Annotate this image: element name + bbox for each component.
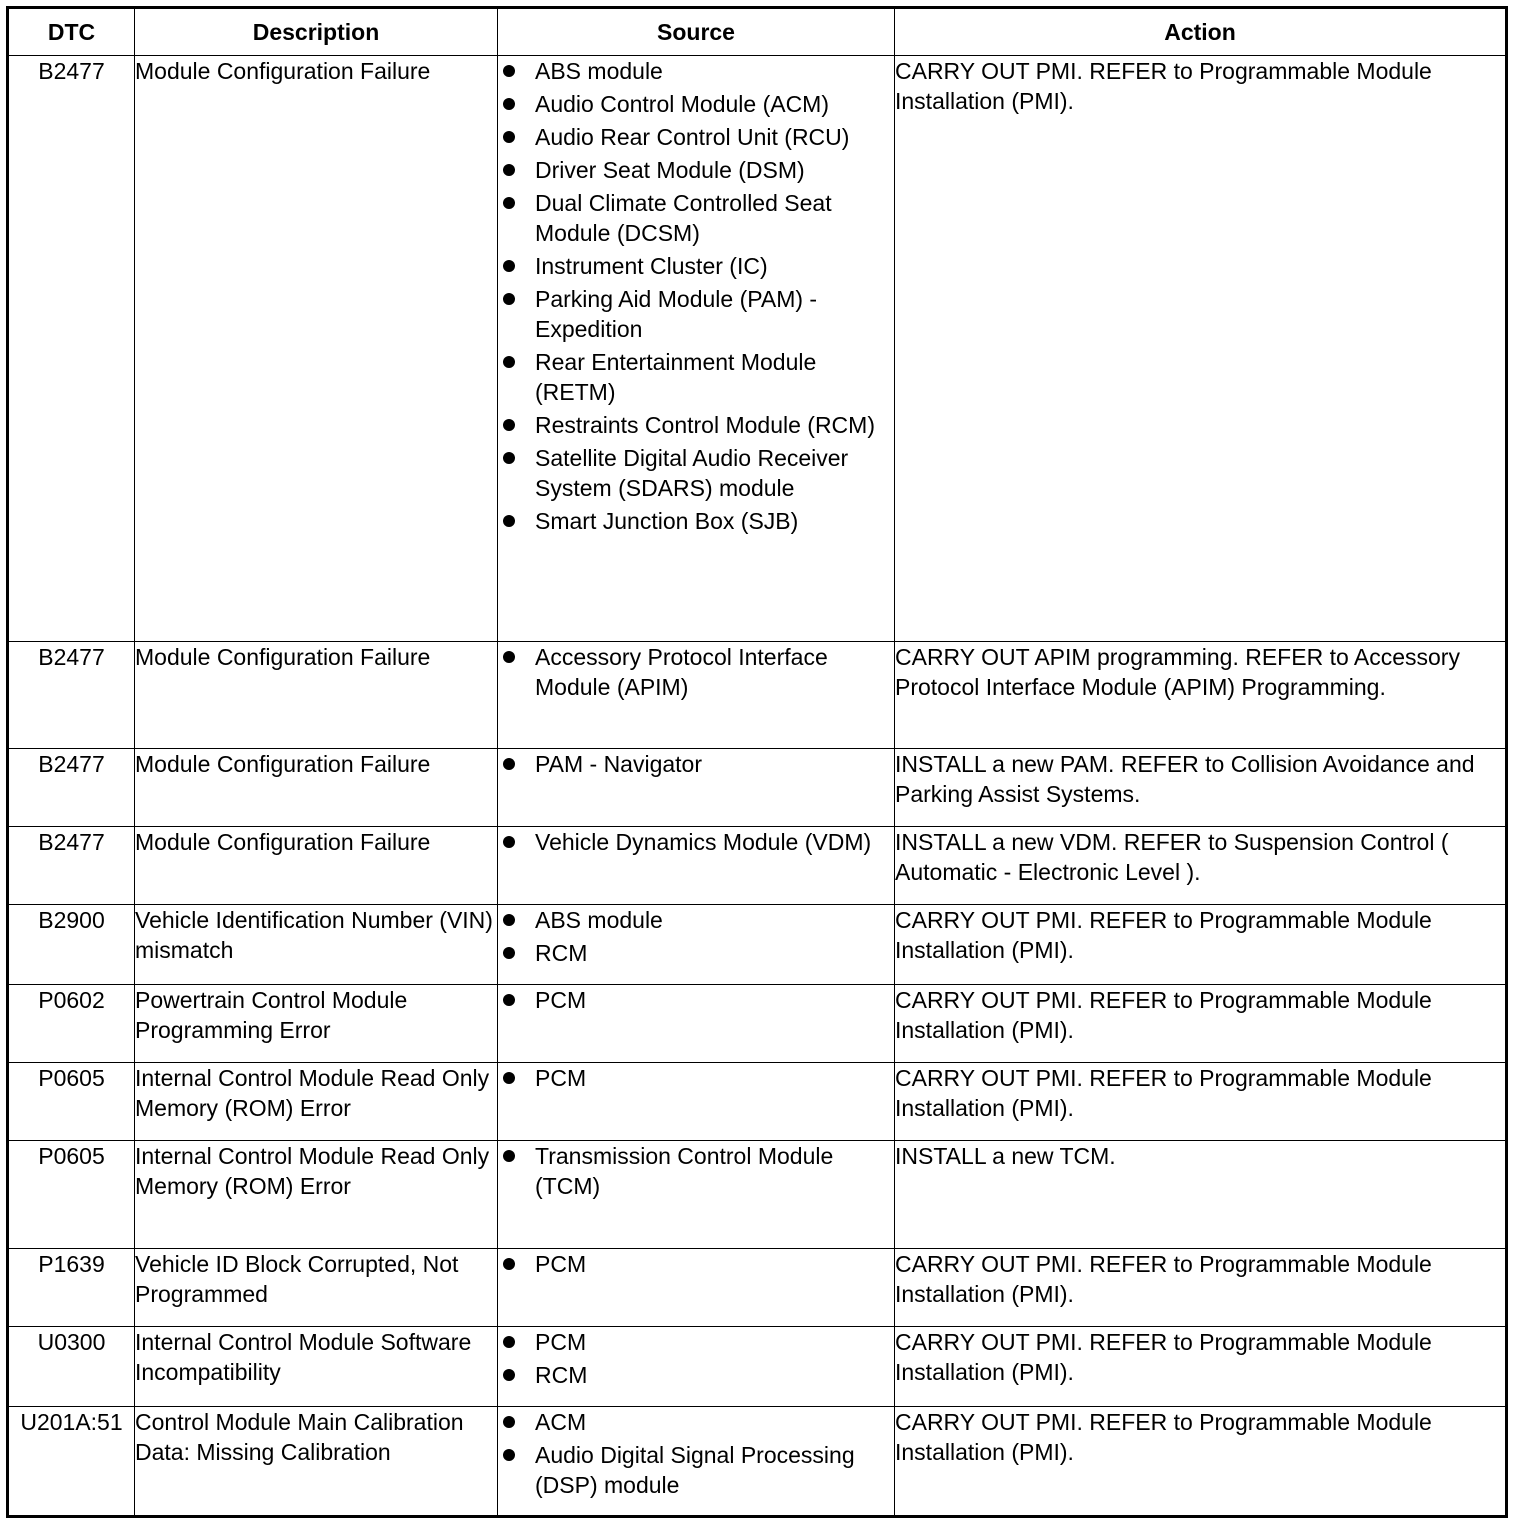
action-text: CARRY OUT PMI. REFER to Programmable Module Installation (PMI). [895, 1327, 1507, 1407]
header-source: Source [498, 8, 895, 56]
source-cell [498, 985, 895, 1063]
dtc-description: Module Configuration Failure [135, 56, 498, 642]
dtc-description: Module Configuration Failure [135, 827, 498, 905]
source-list [498, 56, 894, 536]
source-cell [498, 827, 895, 905]
header-description: Description [135, 8, 498, 56]
dtc-description: Powertrain Control Module Programming Error [135, 985, 498, 1063]
header-row [8, 8, 1507, 56]
source-cell [498, 1063, 895, 1141]
action-text: CARRY OUT PMI. REFER to Programmable Module Installation (PMI). [895, 1407, 1507, 1517]
dtc-code: U201A:51 [8, 1407, 135, 1517]
action-text: CARRY OUT PMI. REFER to Programmable Module Installation (PMI). [895, 985, 1507, 1063]
source-cell [498, 1141, 895, 1249]
table-row [8, 905, 1507, 985]
dtc-description: Module Configuration Failure [135, 642, 498, 749]
source-item: PCM [498, 985, 894, 1015]
source-item: PCM [498, 1249, 894, 1279]
source-item: Accessory Protocol Interface Module (APIM) [498, 642, 894, 702]
table-row [8, 642, 1507, 749]
source-item: Audio Digital Signal Processing (DSP) module [498, 1440, 894, 1500]
dtc-description: Control Module Main Calibration Data: Missing Calibration [135, 1407, 498, 1517]
source-item: PCM [498, 1063, 894, 1093]
action-text: INSTALL a new TCM. [895, 1141, 1507, 1249]
dtc-table [6, 6, 1508, 1518]
table-body [8, 56, 1507, 1517]
source-item: Satellite Digital Audio Receiver System (SDARS) module [498, 443, 894, 503]
header-action: Action [895, 8, 1507, 56]
source-list [498, 642, 894, 702]
dtc-code: P0605 [8, 1141, 135, 1249]
source-item: RCM [498, 938, 894, 968]
source-item: ACM [498, 1407, 894, 1437]
source-list [498, 1407, 894, 1500]
dtc-code: B2900 [8, 905, 135, 985]
table-row [8, 749, 1507, 827]
dtc-code: P0605 [8, 1063, 135, 1141]
source-item: RCM [498, 1360, 894, 1390]
dtc-code: B2477 [8, 56, 135, 642]
source-item: Audio Control Module (ACM) [498, 89, 894, 119]
dtc-description: Vehicle Identification Number (VIN) mismatch [135, 905, 498, 985]
source-list [498, 905, 894, 968]
source-cell [498, 1249, 895, 1327]
table-row [8, 56, 1507, 642]
source-item: Restraints Control Module (RCM) [498, 410, 894, 440]
source-cell [498, 749, 895, 827]
source-list [498, 827, 894, 857]
source-item: Instrument Cluster (IC) [498, 251, 894, 281]
table-header [8, 8, 1507, 56]
source-item: Rear Entertainment Module (RETM) [498, 347, 894, 407]
source-item: ABS module [498, 56, 894, 86]
dtc-code: B2477 [8, 749, 135, 827]
source-item: PCM [498, 1327, 894, 1357]
source-cell [498, 905, 895, 985]
table-row [8, 1327, 1507, 1407]
table-row [8, 1141, 1507, 1249]
action-text: CARRY OUT PMI. REFER to Programmable Module Installation (PMI). [895, 905, 1507, 985]
source-cell [498, 56, 895, 642]
source-item: Transmission Control Module (TCM) [498, 1141, 894, 1201]
source-item: Vehicle Dynamics Module (VDM) [498, 827, 894, 857]
dtc-code: P0602 [8, 985, 135, 1063]
action-text: CARRY OUT PMI. REFER to Programmable Module Installation (PMI). [895, 56, 1507, 642]
source-list [498, 985, 894, 1015]
dtc-code: B2477 [8, 642, 135, 749]
source-item: PAM - Navigator [498, 749, 894, 779]
table-row [8, 985, 1507, 1063]
dtc-description: Internal Control Module Read Only Memory (ROM) Error [135, 1063, 498, 1141]
source-list [498, 749, 894, 779]
dtc-description: Module Configuration Failure [135, 749, 498, 827]
source-list [498, 1327, 894, 1390]
action-text: INSTALL a new VDM. REFER to Suspension Control ( Automatic - Electronic Level ). [895, 827, 1507, 905]
dtc-description: Internal Control Module Software Incompatibility [135, 1327, 498, 1407]
source-item: Smart Junction Box (SJB) [498, 506, 894, 536]
source-cell [498, 1407, 895, 1517]
action-text: CARRY OUT PMI. REFER to Programmable Module Installation (PMI). [895, 1249, 1507, 1327]
table-row [8, 1407, 1507, 1517]
action-text: CARRY OUT PMI. REFER to Programmable Module Installation (PMI). [895, 1063, 1507, 1141]
source-item: Driver Seat Module (DSM) [498, 155, 894, 185]
dtc-code: U0300 [8, 1327, 135, 1407]
dtc-code: P1639 [8, 1249, 135, 1327]
action-text: CARRY OUT APIM programming. REFER to Accessory Protocol Interface Module (APIM) Programming. [895, 642, 1507, 749]
source-list [498, 1141, 894, 1201]
table-row [8, 1063, 1507, 1141]
source-item: Parking Aid Module (PAM) - Expedition [498, 284, 894, 344]
dtc-description: Vehicle ID Block Corrupted, Not Programmed [135, 1249, 498, 1327]
source-cell [498, 642, 895, 749]
source-item: Audio Rear Control Unit (RCU) [498, 122, 894, 152]
action-text: INSTALL a new PAM. REFER to Collision Avoidance and Parking Assist Systems. [895, 749, 1507, 827]
header-dtc: DTC [8, 8, 135, 56]
source-list [498, 1249, 894, 1279]
source-item: Dual Climate Controlled Seat Module (DCSM) [498, 188, 894, 248]
source-item: ABS module [498, 905, 894, 935]
table-row [8, 827, 1507, 905]
source-list [498, 1063, 894, 1093]
table-row [8, 1249, 1507, 1327]
source-cell [498, 1327, 895, 1407]
dtc-code: B2477 [8, 827, 135, 905]
dtc-description: Internal Control Module Read Only Memory (ROM) Error [135, 1141, 498, 1249]
